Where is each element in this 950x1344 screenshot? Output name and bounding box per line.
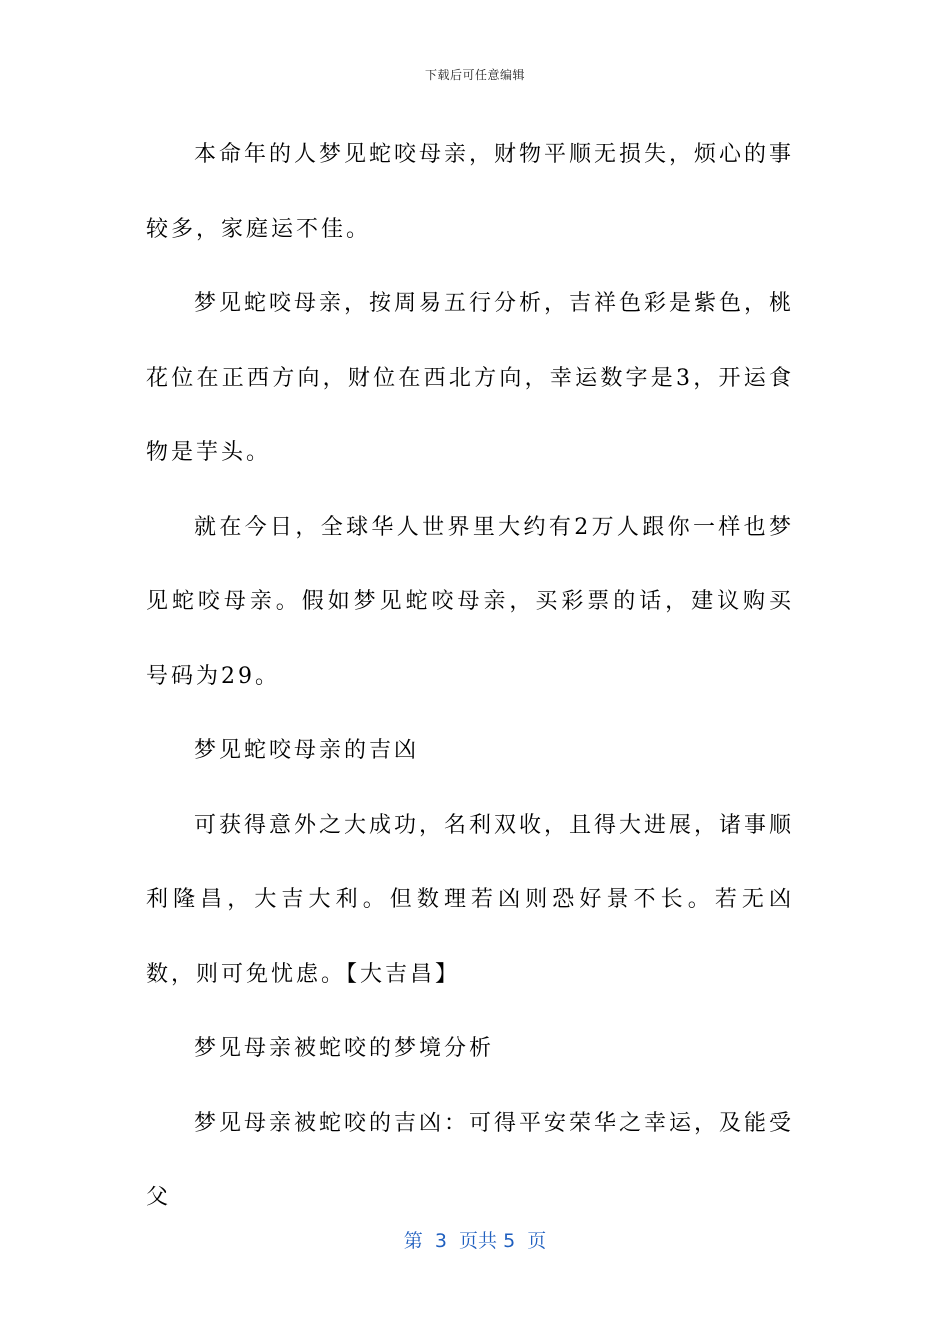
page-footer bbox=[0, 1226, 950, 1253]
page-header: 下载后可任意编辑 bbox=[424, 68, 525, 82]
paragraph: 就在今日，全球华人世界里大约有2万人跟你一样也梦见蛇咬母亲。假如梦见蛇咬母亲，买彩票的话，建议购买号码为29。 bbox=[146, 514, 794, 689]
paragraph: 可获得意外之大成功，名利双收，且得大进展，诸事顺利隆昌，大吉大利。但数理若凶则恐好景不长。若无凶数，则可免忧虑。【大吉昌】 bbox=[146, 812, 795, 987]
total-pages-number: 5 bbox=[503, 1230, 516, 1252]
footer-prefix: 第 bbox=[403, 1230, 423, 1252]
section-heading: 梦见母亲被蛇咬的梦境分析 bbox=[194, 1036, 495, 1061]
section-heading: 梦见蛇咬母亲的吉凶 bbox=[194, 738, 420, 763]
footer-suffix: 页 bbox=[527, 1230, 547, 1252]
paragraph: 梦见蛇咬母亲，按周易五行分析，吉祥色彩是紫色，桃花位在正西方向，财位在西北方向，幸运数字是3，开运食物是芋头。 bbox=[146, 291, 795, 465]
footer-middle: 页共 bbox=[459, 1230, 498, 1252]
paragraph: 梦见母亲被蛇咬的吉凶：可得平安荣华之幸运，及能受父 bbox=[146, 1110, 795, 1210]
current-page-number: 3 bbox=[434, 1230, 447, 1252]
document-body bbox=[146, 118, 794, 1236]
paragraph: 本命年的人梦见蛇咬母亲，财物平顺无损失，烦心的事较多，家庭运不佳。 bbox=[146, 142, 795, 242]
